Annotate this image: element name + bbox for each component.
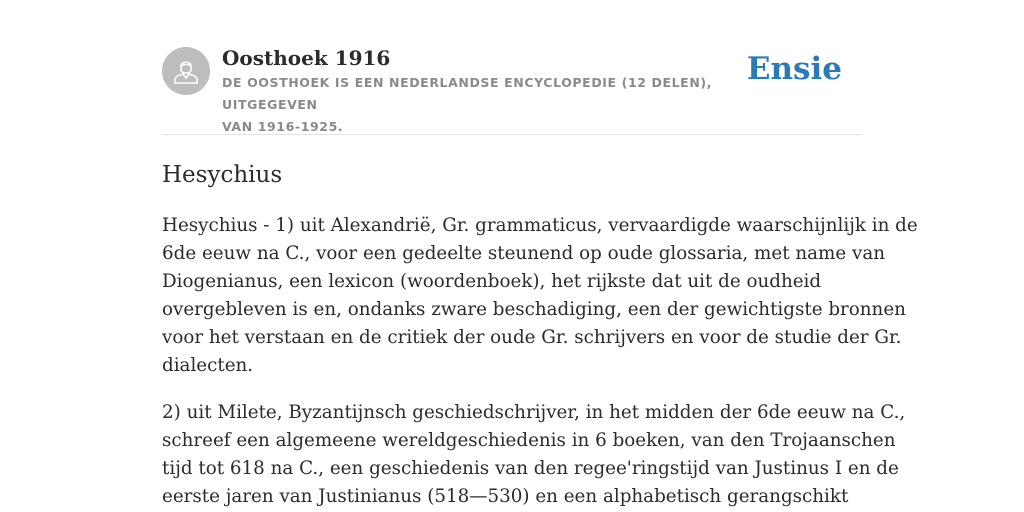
ensie-logo-link[interactable]: Ensie bbox=[746, 51, 842, 87]
paragraph-line: overgebleven is en, ondanks zware beschadiging, een der gewichtigste bronnen bbox=[162, 299, 906, 320]
article-paragraph bbox=[162, 399, 906, 511]
paragraph-line: tijd tot 618 na C., een geschiedenis van den regee'ringstijd van Justinus I en de bbox=[162, 458, 899, 479]
article-title: Hesychius bbox=[162, 162, 283, 188]
paragraph-line: voor het verstaan en de critiek der oude Gr. schrijvers en voor de studie der Gr. bbox=[162, 327, 902, 348]
source-description-line: DE OOSTHOEK IS EEN NEDERLANDSE ENCYCLOPEDIE (12 DELEN), UITGEGEVEN bbox=[222, 75, 713, 112]
content-container bbox=[162, 0, 918, 507]
source-description bbox=[222, 72, 762, 138]
paragraph-line: schreef een algemeene wereldgeschiedenis in 6 boeken, van den Trojaanschen bbox=[162, 430, 896, 451]
source-header bbox=[162, 0, 862, 135]
article-paragraph bbox=[162, 212, 918, 380]
paragraph-line: 6de eeuw na C., voor een gedeelte steunend op oude glossaria, met name van bbox=[162, 243, 885, 264]
paragraph-line: dialecten. bbox=[162, 355, 254, 376]
user-avatar-icon[interactable] bbox=[162, 47, 210, 95]
paragraph-line: eerste jaren van Justinianus (518—530) en een alphabetisch gerangschikt bbox=[162, 486, 849, 507]
article-body bbox=[162, 212, 918, 512]
source-name[interactable]: Oosthoek 1916 bbox=[222, 46, 391, 70]
paragraph-line: Diogenianus, een lexicon (woordenboek), het rijkste dat uit de oudheid bbox=[162, 271, 822, 292]
paragraph-line: Hesychius - 1) uit Alexandrië, Gr. grammaticus, vervaardigde waarschijnlijk in de bbox=[162, 215, 918, 236]
source-description-line: VAN 1916-1925. bbox=[222, 119, 344, 134]
paragraph-line: 2) uit Milete, Byzantijnsch geschiedschrijver, in het midden der 6de eeuw na C., bbox=[162, 402, 906, 423]
